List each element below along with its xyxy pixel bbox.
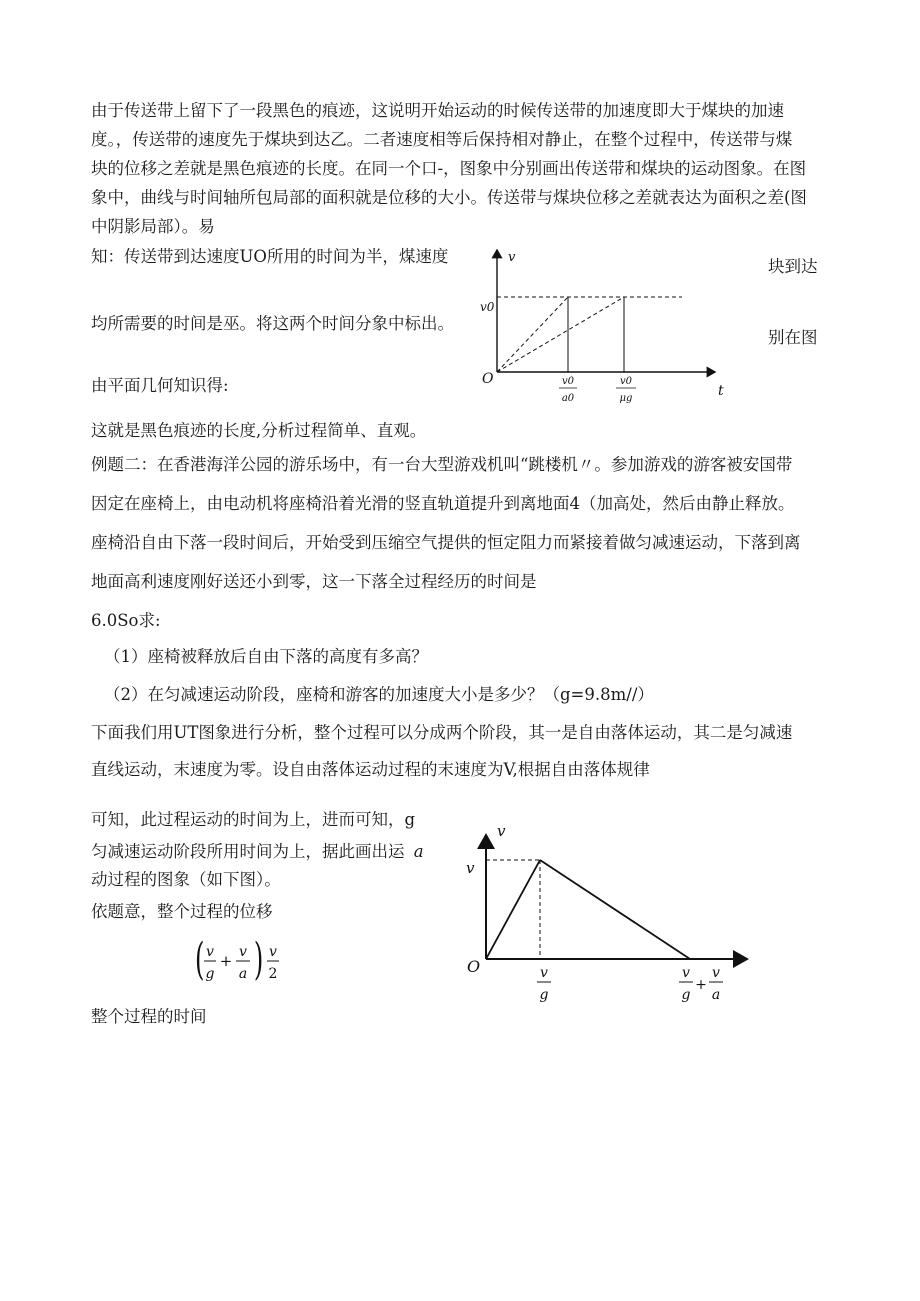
fig2-text-line-2-a: a: [413, 842, 424, 861]
fig2-o-label: O: [467, 957, 481, 976]
fig1-tick2-denominator: μg: [619, 393, 633, 404]
example2-line-1: 这就是黑色痕迹的长度,分析过程简单、直观。: [91, 421, 427, 440]
fig2-tick1-denominator: g: [539, 987, 549, 1003]
fig1-text-line-3: 由平面几何知识得:: [91, 376, 229, 395]
fig2-tick2-denominator-2: a: [711, 987, 721, 1003]
example2-line-2: 例题二：在香港海洋公园的游乐场中，有一台大型游戏机叫“跳楼机〃。参加游戏的游客被安国带: [91, 455, 793, 474]
formula-v1: v: [206, 944, 214, 960]
fig1-right-text-2: 别在图: [768, 328, 818, 347]
example2-line-5: 地面高利速度刚好送还小到零，这一下落全过程经历的时间是: [91, 572, 537, 591]
formula-a: a: [238, 966, 248, 982]
fig1-belt-line: [497, 297, 568, 372]
question-1: （1）座椅被释放后自由下落的高度有多高？: [104, 647, 428, 666]
question-2: （2）在匀减速运动阶段，座椅和游客的加速度大小是多少？（g=9.8m//）: [104, 685, 654, 704]
fig2-text-line-5: 整个过程的时间: [91, 1007, 207, 1026]
example2-line-3: 因定在座椅上，由电动机将座椅沿着光滑的竖直轨道提升到离地面4（加高处，然后由静止释放。: [91, 494, 795, 513]
formula-two: 2: [268, 966, 278, 982]
fig2-text-line-1: 可知，此过程运动的时间为上，进而可知，g: [91, 810, 416, 829]
intro-line-5: 中阴影局部）。易: [91, 217, 215, 236]
fig2-decel-line: [540, 860, 690, 959]
example2-line-6: 6.0So求:: [91, 611, 161, 630]
intro-line-3: 块的位移之差就是黑色痕迹的长度。在同一个口-，图象中分别画出传送带和煤块的运动图象。在图: [91, 159, 807, 178]
formula-plus: +: [219, 952, 233, 970]
formula-v2: v: [239, 944, 247, 960]
fig1-tick1-numerator: v0: [561, 376, 575, 387]
fig2-v-label: v: [466, 859, 475, 877]
fig1-text-line-1: 知：传送带到达速度UO所用的时间为半，煤速度: [91, 247, 449, 266]
fig2-vt-graph: [455, 815, 765, 1020]
fig2-text-line-4: 依题意，整个过程的位移: [91, 902, 273, 921]
displacement-formula: [195, 932, 290, 992]
fig2-tick2-denominator-1: g: [681, 987, 691, 1003]
fig2-tick2-plus: +: [695, 977, 707, 993]
fig1-text-line-2: 均所需要的时间是巫。将这两个时间分象中标出。: [91, 314, 454, 333]
fig2-tick2-numerator-2: v: [712, 965, 720, 981]
fig2-text-line-3: 动过程的图象（如下图）。: [91, 870, 281, 889]
fig1-vt-graph: [470, 240, 740, 415]
fig1-coal-line: [497, 297, 624, 372]
formula-g: g: [205, 966, 215, 982]
fig2-tick2-numerator-1: v: [682, 965, 690, 981]
fig2-text-line-2-main: 匀减速运动阶段所用时间为上，据此画出运: [91, 842, 405, 861]
fig2-freefall-line: [486, 860, 540, 959]
fig2-text-line-2: [91, 838, 424, 862]
fig1-tick1-denominator: a0: [561, 393, 575, 404]
formula-right-paren: ): [253, 934, 264, 986]
intro-line-2: 度。，传送带的速度先于煤块到达乙。二者速度相等后保持相对静止，在整个过程中，传送带与煤: [91, 130, 793, 149]
fig1-v0-label: v0: [480, 300, 495, 314]
fig2-v-axis-label: v: [497, 822, 506, 840]
fig1-v-label: v: [508, 250, 516, 265]
intro-line-1: 由于传送带上留下了一段黑色的痕迹，这说明开始运动的时候传送带的加速度即大于煤块的加速: [91, 101, 784, 120]
example2-line-9: 下面我们用UT图象进行分析，整个过程可以分成两个阶段，其一是自由落体运动，其二是匀减速: [91, 723, 793, 742]
fig1-tick2-numerator: v0: [619, 376, 633, 387]
fig1-o-label: O: [482, 371, 494, 387]
fig1-t-label: t: [718, 383, 724, 399]
example2-line-10: 直线运动，末速度为零。设自由落体运动过程的末速度为V,根据自由落体规律: [91, 760, 650, 779]
intro-line-4: 象中，曲线与时间轴所包局部的面积就是位移的大小。传送带与煤块位移之差就表达为面积之差(图: [91, 188, 807, 207]
fig2-tick1-numerator: v: [540, 965, 548, 981]
example2-line-4: 座椅沿自由下落一段时间后，开始受到压缩空气提供的恒定阻力而紧接着做匀减速运动，下落到离: [91, 533, 801, 552]
formula-left-paren: (: [195, 934, 205, 986]
formula-v3: v: [269, 944, 277, 960]
fig1-right-text-1: 块到达: [768, 257, 818, 276]
